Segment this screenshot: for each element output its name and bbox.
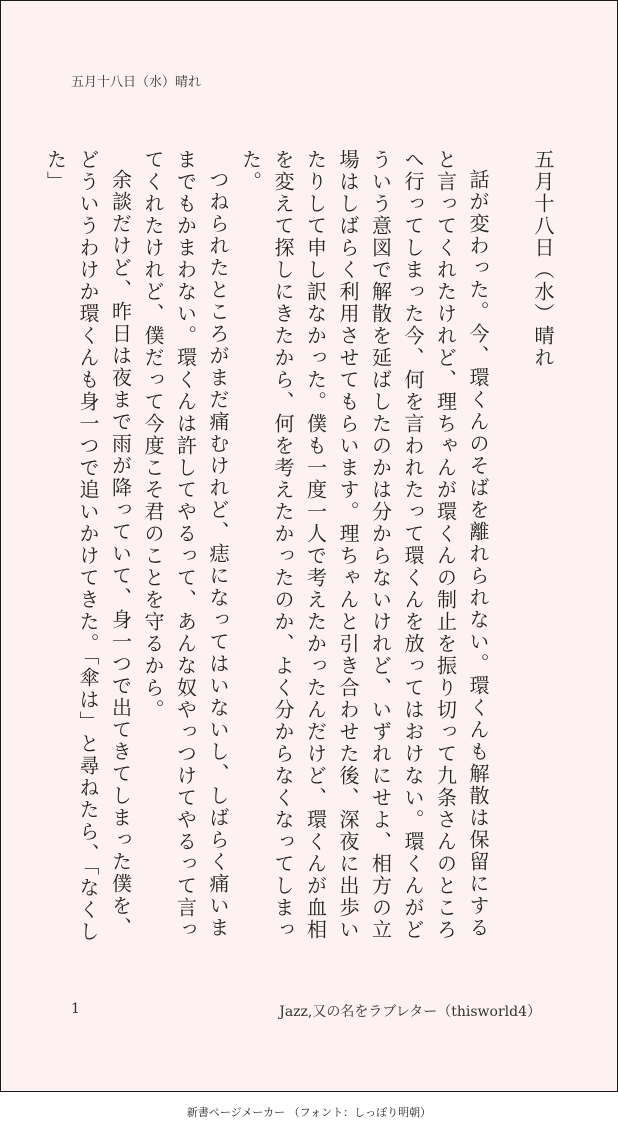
vertical-body-text	[39, 149, 559, 959]
running-header: 五月十八日（水）晴れ	[71, 75, 202, 90]
book-title: Jazz,又の名をラブレター（thisworld4）	[279, 1004, 541, 1020]
chapter-title: 五月十八日（水）晴れ	[531, 149, 555, 369]
paragraph-3: 余談だけど、昨日は夜まで雨が降っていて、身一つで出てきてしまった僕を、どういうわけか環くんも身一つで追いかけてきた。「傘は」と尋ねたら、「なくした」	[43, 149, 133, 943]
paragraph-2: つねられたところがまだ痛むけれど、痣になってはいないし、しばらく痛いままでもかまわない。環くんは許してやるって、あんな奴やっつけてやるって言ってくれたけれど、僕だって今度こそ君のことを守るから。	[141, 149, 230, 941]
paragraph-1: 話が変わった。今、環くんのそばを離れられない。環くんも解散は保留にすると言ってくれたけれど、理ちゃんが環くんの制止を振り切って九条さんのところへ行ってしまった今、何を言われたって環くんを放ってはおけない。環くんがどういう意図で解散を延ばしたのかは分からないけれど、いずれにせよ、相方の立場はしばらく利用させてもらいます。理ちゃんと引き合わせた後、深夜に出歩いたりして申し訳なかった。僕も一度一人で考えたかったんだけど、環くんが血相を変えて探しにきたから、何を考えたかったのか、よく分からなくなってしまった。	[238, 149, 490, 941]
generator-credit: 新書ページメーカー （フォント：しっぽり明朝）	[186, 1106, 432, 1119]
page-number: 1	[71, 1001, 80, 1017]
